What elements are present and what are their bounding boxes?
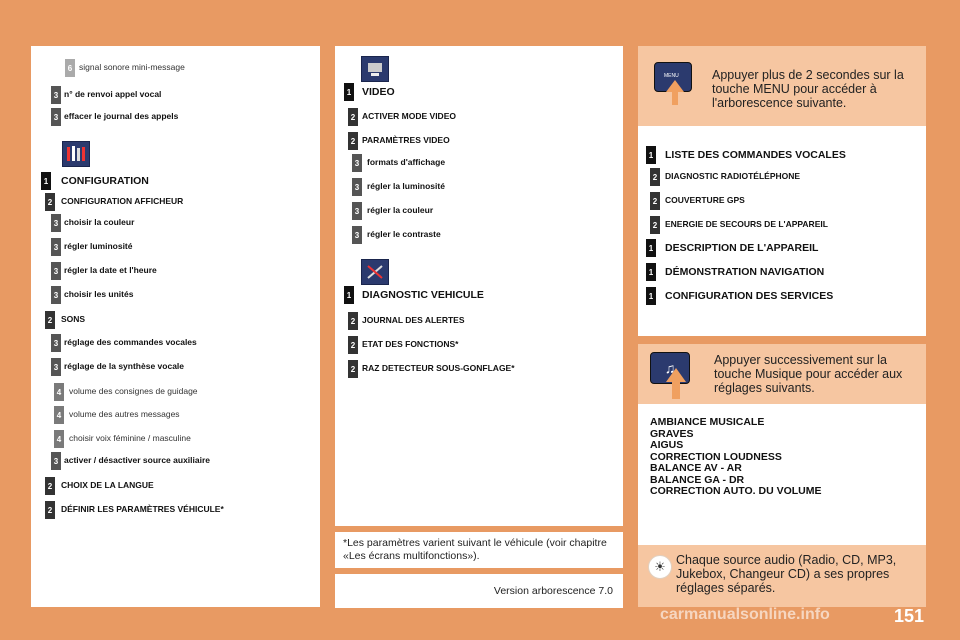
music-setting-item: AIGUS: [650, 439, 684, 451]
level-badge: 2: [45, 311, 55, 329]
level-badge: 1: [41, 172, 51, 190]
menu-tree-item: choisir voix féminine / masculine: [69, 433, 191, 443]
level-badge: 2: [348, 312, 358, 330]
version-text: Version arborescence 7.0: [493, 585, 613, 597]
menu-tree-item: DIAGNOSTIC VEHICULE: [362, 289, 484, 301]
menu-tree-item: CHOIX DE LA LANGUE: [61, 480, 154, 490]
menu-tree-item: activer / désactiver source auxiliaire: [64, 455, 211, 465]
music-setting-item: BALANCE GA - DR: [650, 473, 745, 486]
level-badge: 6: [65, 59, 75, 77]
page-number: 151: [893, 606, 924, 626]
arrow-up-icon: [666, 368, 686, 382]
menu-tree-item: COUVERTURE GPS: [665, 195, 745, 205]
menu-tree-item: RAZ DETECTEUR SOUS-GONFLAGE*: [362, 363, 515, 373]
level-badge: 3: [51, 358, 61, 376]
level-badge: 3: [51, 334, 61, 352]
level-badge: 2: [45, 477, 55, 495]
menu-tree-item: ENERGIE DE SECOURS DE L'APPAREIL: [665, 219, 828, 229]
level-badge: 3: [352, 202, 362, 220]
menu-tree-item: DÉMONSTRATION NAVIGATION: [665, 266, 825, 278]
level-badge: 3: [51, 238, 61, 256]
music-setting-item: GRAVES: [650, 427, 694, 440]
configuration-tools-icon: [62, 141, 90, 167]
level-badge: 2: [348, 132, 358, 150]
level-badge: 3: [51, 262, 61, 280]
level-badge: 2: [650, 192, 660, 210]
music-setting-item: BALANCE AV - AR: [650, 462, 742, 474]
music-setting-item: AMBIANCE MUSICALE: [650, 416, 765, 428]
menu-tree-item: effacer le journal des appels: [64, 111, 179, 121]
menu-tree-item: réglage des commandes vocales: [64, 337, 197, 347]
level-badge: 2: [348, 360, 358, 378]
menu-tree-item: volume des consignes de guidage: [69, 386, 198, 396]
menu-tree-item: ACTIVER MODE VIDEO: [362, 111, 456, 121]
level-badge: 3: [352, 154, 362, 172]
level-badge: 2: [45, 193, 55, 211]
level-badge: 2: [650, 168, 660, 186]
level-badge: 2: [348, 108, 358, 126]
video-icon: [361, 56, 389, 82]
tip-text: Chaque source audio (Radio, CD, MP3, Jukebox, Changeur CD) a ses propres réglages séparés.: [676, 553, 897, 595]
menu-tree-item: signal sonore mini-message: [79, 62, 185, 72]
level-badge: 1: [344, 286, 354, 304]
menu-tree-item: régler le contraste: [367, 229, 441, 239]
arrow-stem: [672, 91, 678, 105]
menu-tree-item: régler la date et l'heure: [64, 265, 157, 275]
menu-tree-item: régler la luminosité: [367, 181, 445, 191]
menu-tree-item: formats d'affichage: [367, 157, 446, 167]
menu-key-label: MENU: [664, 73, 679, 79]
menu-tree-item: ETAT DES FONCTIONS*: [362, 339, 459, 349]
music-setting-item: CORRECTION LOUDNESS: [650, 450, 782, 463]
menu-tree-item: réglage de la synthèse vocale: [64, 361, 185, 371]
music-settings-list: [650, 417, 822, 498]
level-badge: 2: [650, 216, 660, 234]
music-key-text: Appuyer successivement sur la touche Musique pour accéder aux réglages suivants.: [714, 353, 903, 395]
level-badge: 3: [352, 226, 362, 244]
menu-tree-item: DIAGNOSTIC RADIOTÉLÉPHONE: [665, 171, 801, 181]
menu-tree-item: choisir les unités: [64, 289, 134, 299]
level-badge: 3: [51, 86, 61, 104]
level-badge: 4: [54, 383, 64, 401]
level-badge: 3: [352, 178, 362, 196]
menu-tree-item: DESCRIPTION DE L'APPAREIL: [665, 242, 819, 254]
menu-tree-item: PARAMÈTRES VIDEO: [362, 135, 450, 145]
music-key-panel: [638, 344, 926, 545]
level-badge: 3: [51, 214, 61, 232]
menu-key-panel: [638, 46, 926, 336]
menu-key-text: Appuyer plus de 2 secondes sur la touche MENU pour accéder à l'arborescence suivante.: [712, 68, 904, 110]
level-badge: 4: [54, 406, 64, 424]
version-box: [335, 574, 623, 608]
vehicle-diagnostic-icon: [361, 259, 389, 285]
menu-tree-item: régler luminosité: [64, 241, 133, 251]
level-badge: 1: [344, 83, 354, 101]
menu-tree-item: CONFIGURATION AFFICHEUR: [61, 196, 184, 206]
menu-tree-item: SONS: [61, 314, 86, 324]
level-badge: 1: [646, 146, 656, 164]
level-badge: 3: [51, 452, 61, 470]
menu-tree-item: CONFIGURATION: [61, 175, 149, 187]
footnote: [335, 532, 623, 568]
music-key-icon: ♫: [650, 352, 690, 384]
level-badge: 3: [51, 286, 61, 304]
level-badge: 4: [54, 430, 64, 448]
menu-tree-item: LISTE DES COMMANDES VOCALES: [665, 149, 846, 161]
level-badge: 1: [646, 263, 656, 281]
menu-tree-item: DÉFINIR LES PARAMÈTRES VÉHICULE*: [61, 504, 224, 514]
menu-tree-item: n° de renvoi appel vocal: [64, 89, 162, 99]
menu-tree-item: volume des autres messages: [69, 409, 180, 419]
level-badge: 3: [51, 108, 61, 126]
menu-tree-item: CONFIGURATION DES SERVICES: [665, 290, 834, 302]
watermark: carmanualsonline.info: [660, 606, 830, 623]
level-badge: 2: [45, 501, 55, 519]
menu-tree-item: VIDEO: [362, 86, 395, 98]
level-badge: 1: [646, 287, 656, 305]
menu-tree-column-2: [335, 46, 623, 526]
menu-tree-item: JOURNAL DES ALERTES: [362, 315, 465, 325]
music-setting-item: CORRECTION AUTO. DU VOLUME: [650, 485, 822, 497]
tip-panel: [638, 545, 926, 607]
level-badge: 1: [646, 239, 656, 257]
menu-tree-item: régler la couleur: [367, 205, 434, 215]
footnote-text: *Les paramètres varient suivant le véhicule (voir chapitre «Les écrans multifonctions»).: [343, 537, 607, 562]
menu-tree-item: choisir la couleur: [64, 217, 135, 227]
menu-tree-column-1: [31, 46, 320, 607]
lightbulb-icon: ☀: [648, 555, 672, 579]
level-badge: 2: [348, 336, 358, 354]
arrow-stem: [672, 381, 680, 399]
